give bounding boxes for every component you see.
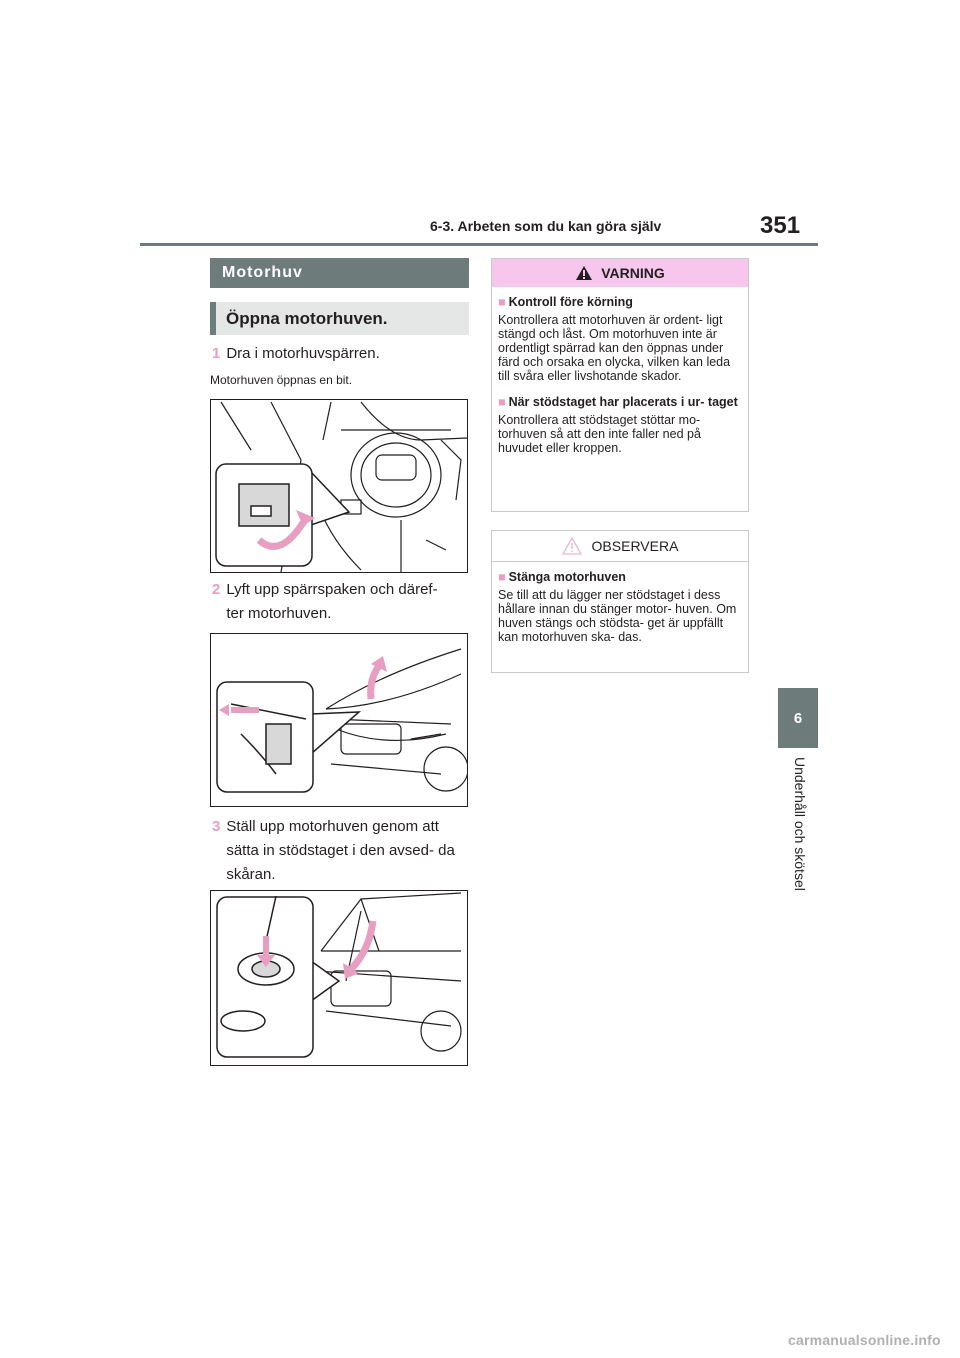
warning-header — [492, 259, 748, 287]
notice-title: OBSERVERA — [591, 538, 679, 554]
page-number: 351 — [760, 212, 801, 239]
chapter-label: Underhåll och skötsel — [792, 757, 808, 891]
step-3 — [212, 815, 470, 887]
warning-text: Kontrollera att motorhuven är ordent- ligt stängd och låst. Om motorhuven inte är ordentligt spärrad kan den öppnas under färd och orsaka en olycka, vilken kan leda till svåra eller livshotande skador. — [498, 313, 731, 383]
zoom-inset — [217, 682, 359, 792]
section-title: 6-3. Arbeten som du kan göra själv — [430, 218, 662, 234]
zoom-inset — [217, 896, 339, 1057]
step-text: Ställ upp motorhuven genom att sätta in stödstaget i den avsed- da skåran. — [226, 818, 455, 883]
warning-text: Kontrollera att stödstaget stöttar mo- torhuven så att den inte faller ned på huvudet eller kroppen. — [498, 413, 701, 455]
step-note: Motorhuven öppnas en bit. — [210, 373, 353, 387]
chapter-tab: 6 — [778, 688, 818, 748]
hood-release-illustration — [210, 399, 468, 573]
step-number: 1 — [212, 345, 221, 362]
step-text: Dra i motorhuvspärren. — [226, 345, 380, 362]
warning-box — [491, 258, 749, 512]
header-divider — [140, 243, 818, 246]
warning-triangle-icon — [575, 265, 593, 281]
step-1 — [212, 342, 470, 366]
step-text: Lyft upp spärrspaken och däref- ter motorhuven. — [226, 581, 438, 622]
step-2 — [212, 578, 470, 626]
notice-box — [491, 530, 749, 673]
watermark-logo: carmanualsonline.info — [788, 1332, 941, 1348]
step-number: 2 — [212, 581, 221, 598]
step-number: 3 — [212, 818, 221, 835]
notice-subheading: ■ Stänga motorhuven — [498, 570, 626, 584]
caution-triangle-icon — [562, 537, 582, 555]
hood-lever-illustration — [210, 633, 468, 807]
warning-title: VARNING — [601, 265, 665, 281]
warning-subheading: ■ När stödstaget har placerats i ur- taget — [498, 395, 738, 409]
subsection-heading: Öppna motorhuven. — [210, 302, 469, 335]
section-heading: Motorhuv — [210, 258, 469, 288]
warning-subheading: ■ Kontroll före körning — [498, 295, 633, 309]
notice-text: Se till att du lägger ner stödstaget i dess hållare innan du stänger motor- huven. Om huven stängs och stödsta- get är uppfällt kan motorhuven ska- das. — [498, 588, 737, 644]
notice-header — [492, 531, 748, 562]
zoom-inset — [216, 464, 349, 566]
support-rod-illustration — [210, 890, 468, 1066]
